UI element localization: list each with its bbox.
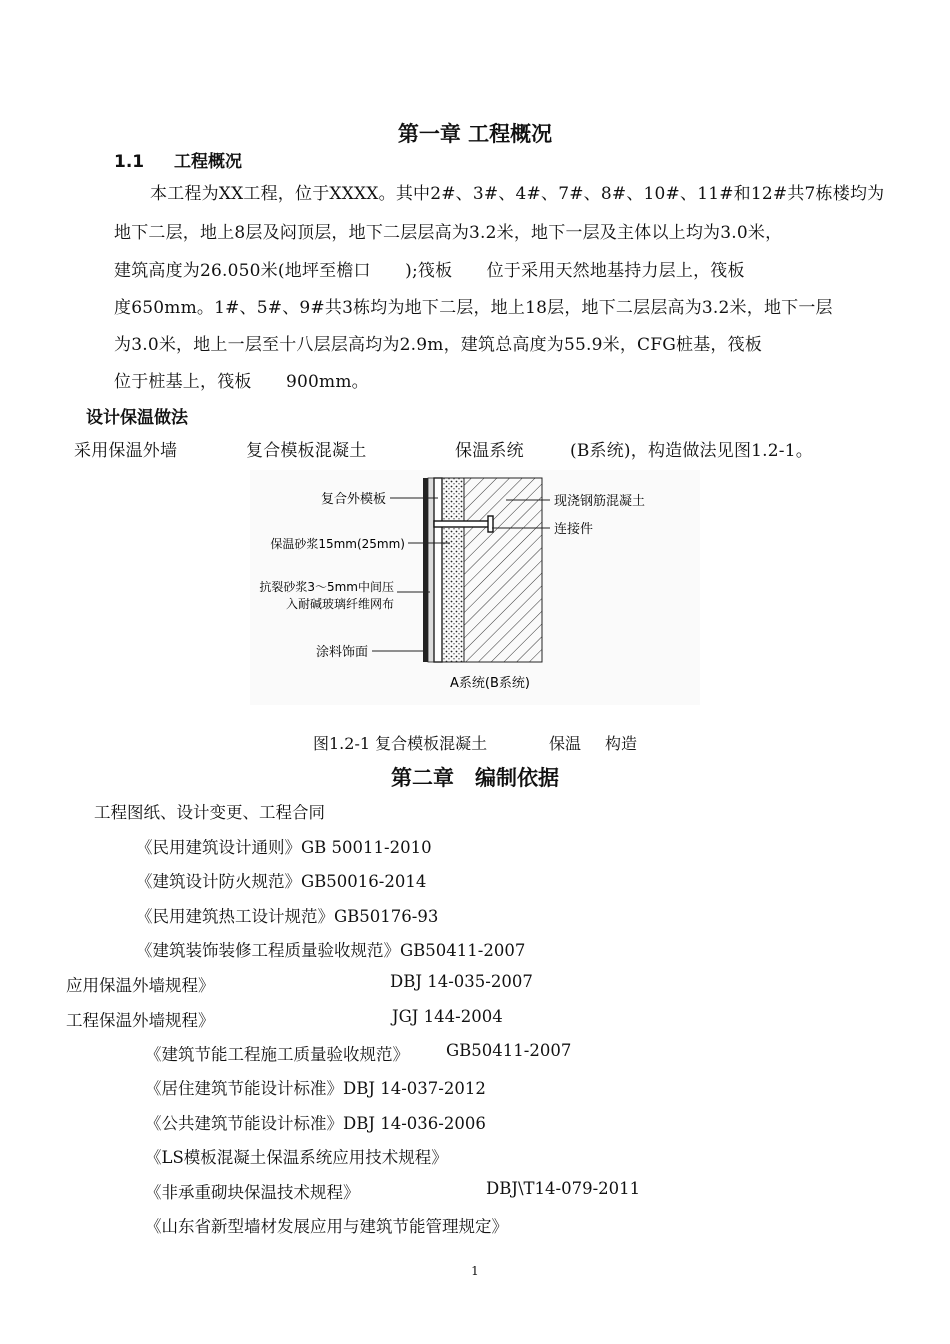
reference-item: 应用保温外墙规程》: [66, 976, 215, 995]
paragraph-line: 为3.0米，地上一层至十八层层高均为2.9m，建筑总高度为55.9米，CFG桩基，筏板: [114, 335, 763, 355]
anti-crack-mortar-layer: [428, 478, 434, 662]
label-cast-concrete: 现浇钢筋混凝土: [554, 494, 646, 509]
paragraph-line: 度650mm。1#、5#、9#共3栋均为地下二层，地上18层，地下二层层高为3.2米，地下一层: [114, 298, 833, 318]
reference-item: 《非承重砌块保温技术规程》: [145, 1183, 360, 1202]
method-line-part2: 复合模板混凝土: [246, 441, 367, 461]
paragraph-line: 建筑高度为26.050米(地坪至檐口 );筏板 位于采用天然地基持力层上，筏板: [114, 261, 745, 281]
paragraph-line: 本工程为XX工程，位于XXXX。其中2#、3#、4#、7#、8#、10#、11#和12#共7栋楼均为: [150, 184, 885, 204]
figure-caption-part3: 构造: [605, 734, 638, 753]
paragraph-line: 地下二层，地上8层及闷顶层，地下二层层高为3.2米，地下一层及主体以上均为3.0米，: [114, 223, 783, 243]
label-anti-crack-mortar: 抗裂砂浆3～5mm中间压: [259, 580, 394, 594]
reference-code: JGJ 144-2004: [392, 1007, 503, 1026]
reference-item: 《山东省新型墙材发展应用与建筑节能管理规定》: [145, 1217, 508, 1236]
reference-item: 《建筑装饰装修工程质量验收规范》GB50411-2007: [136, 941, 526, 960]
insulation-mortar-layer: [442, 478, 464, 662]
reference-item: 《公共建筑节能设计标准》DBJ 14-036-2006: [145, 1114, 486, 1133]
reference-code: GB50411-2007: [446, 1041, 572, 1060]
label-system: A系统(B系统): [450, 676, 530, 691]
insulation-method-heading: 设计保温做法: [86, 408, 188, 428]
reference-item: 《建筑设计防火规范》GB50016-2014: [136, 872, 427, 891]
wall-construction-diagram: [250, 470, 700, 705]
page-number: 1: [471, 1264, 479, 1278]
figure-caption-part1: 图1.2-1 复合模板混凝土: [313, 734, 488, 753]
concrete-wall-layer: [464, 478, 542, 662]
reference-item: 《民用建筑设计通则》GB 50011-2010: [136, 838, 432, 857]
section-title: 工程概况: [173, 152, 242, 172]
figure-caption-part2: 保温: [549, 734, 582, 753]
label-fiberglass-mesh: 入耐碱玻璃纤维网布: [285, 597, 394, 611]
method-line-part1: 采用保温外墙: [74, 441, 178, 461]
paint-finish-layer: [423, 478, 428, 662]
section-1-1-heading: [114, 147, 242, 172]
reference-item: 《建筑节能工程施工质量验收规范》: [145, 1045, 409, 1064]
reference-code: DBJ 14-035-2007: [390, 972, 533, 991]
reference-item: 《LS模板混凝土保温系统应用技术规程》: [145, 1148, 448, 1167]
chapter-1-title: 第一章 工程概况: [397, 122, 553, 146]
composite-formwork-layer: [434, 478, 442, 662]
reference-code: DBJ\T14-079-2011: [486, 1179, 641, 1198]
label-paint-finish: 涂料饰面: [315, 645, 368, 660]
section-number: 1.1: [114, 152, 145, 172]
method-line-part3: 保温系统: [455, 441, 524, 461]
chapter-2-title: 第二章 编制依据: [391, 766, 559, 790]
label-insulation-mortar: 保温砂浆15mm(25mm): [270, 537, 405, 551]
reference-item: 工程保温外墙规程》: [66, 1011, 215, 1030]
label-connector: 连接件: [554, 522, 594, 537]
method-line-part4: (B系统)，构造做法见图1.2-1。: [570, 441, 813, 461]
basis-lead-line: 工程图纸、设计变更、工程合同: [94, 803, 325, 822]
paragraph-line: 位于桩基上，筏板 900mm。: [114, 372, 369, 392]
label-composite-formwork: 复合外模板: [320, 492, 386, 507]
reference-item: 《民用建筑热工设计规范》GB50176-93: [136, 907, 439, 926]
reference-item: 《居住建筑节能设计标准》DBJ 14-037-2012: [145, 1079, 486, 1098]
